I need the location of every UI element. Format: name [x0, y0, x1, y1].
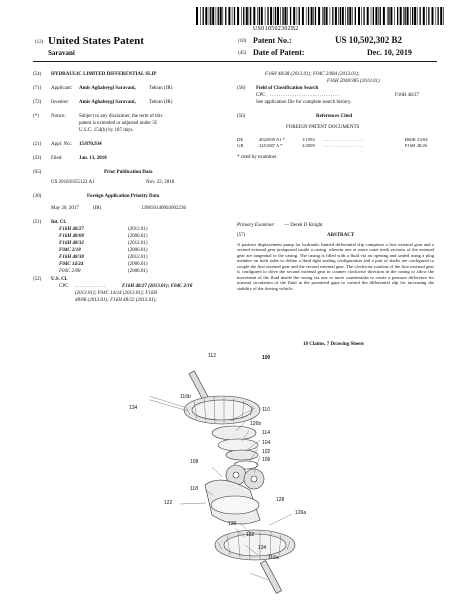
int-cl-code: F16H 48/38	[59, 255, 84, 260]
label-108: 108	[190, 459, 199, 465]
header-rule	[33, 61, 437, 62]
claims-line: 18 Claims, 7 Drawing Sheets	[303, 342, 364, 347]
appl-value: 15/870,934	[79, 142, 102, 147]
foreign-priority-heading: Foreign Application Priority Data	[87, 194, 160, 199]
int-cl-code: F16H 48/08	[59, 234, 84, 239]
int-cl-date: (2006.01)	[128, 248, 148, 253]
code-57: (57)	[237, 233, 246, 238]
foreign-doc-date: 1/1992	[302, 137, 315, 142]
foreign-doc-leader: ...................	[323, 143, 364, 148]
inventor-location: Tehran (IR)	[149, 100, 173, 105]
foreign-doc-cc: GB	[237, 143, 244, 148]
label-134-lower: 134	[258, 545, 267, 551]
filed-value: Jan. 13, 2018	[79, 156, 107, 161]
foreign-doc-date: 2/2009	[302, 143, 315, 148]
field-search-heading: Field of Classification Search	[256, 86, 319, 91]
label-100: 100	[262, 355, 271, 361]
int-cl-date: (2006.01)	[128, 234, 148, 239]
code-45: (45)	[238, 51, 247, 56]
foreign-priority-country: (IR)	[93, 206, 102, 211]
foreign-doc-class: F16H 48/26	[405, 143, 428, 148]
inventor-surname: Saravani	[48, 49, 75, 57]
abstract-heading: ABSTRACT	[327, 233, 355, 238]
cpc-cont-line: F16H 48/38 (2013.01); F04C 2/084 (2013.01);	[265, 72, 360, 77]
prior-pub-number: US 2018/0355122 A1	[51, 180, 95, 185]
foreign-doc-no: 2451887 A *	[259, 143, 283, 148]
abstract-text: A positive displacement pump for hydraulic limited differential slip comprises a first external gear and a second external gear juxtaposed inside a casing, wherein one or more outer teeth sections of the external gear are tangential to the casing. The casing is filled with a fluid via an opening and sealed using a plug member on both sides to define a fluid tight sealing configuration and a pair of shafts are configured to couple the first external gear and the second external gear. The clockwise rotation of the first external gear is configured to drive the second external gear in counter clockwise direction in the casing to allow the movement of the fluid inside the casing via one or more countersinks to create a pressure difference for internal circulation of the fluid in the permitted gaps to control the differential slip for increasing the stability of the driving vehicle.	[237, 242, 434, 291]
code-58: (58)	[237, 86, 246, 91]
label-122: 122	[164, 500, 173, 506]
foreign-doc-class: B60K 23/04	[405, 137, 428, 142]
patent-no-value: US 10,502,302 B2	[335, 35, 403, 45]
label-132: 132	[246, 532, 255, 538]
title-field: HYDRAULIC LIMITED DIFFERENTIAL SLIP	[51, 72, 157, 77]
int-cl-date: (2012.01)	[128, 241, 148, 246]
code-10: (10)	[238, 39, 247, 44]
label-116a: 116a	[268, 555, 279, 561]
applicant-name: Amir Aghabeygi Saravani,	[79, 86, 136, 91]
publication-number: US010502302B2	[253, 26, 299, 32]
notice-line: U.S.C. 154(b) by 187 days.	[79, 128, 134, 133]
int-cl-code: F16H 48/27	[59, 227, 84, 232]
int-cl-date: (2012.01)	[128, 227, 148, 232]
cpc-line: 48/08 (2013.01); F16H 48/32 (2013.01);	[75, 298, 157, 303]
appl-label: Appl. No.:	[51, 142, 73, 147]
int-cl-date: (2012.01)	[128, 255, 148, 260]
code-56: (56)	[237, 114, 246, 119]
foreign-docs-heading: FOREIGN PATENT DOCUMENTS	[286, 125, 360, 130]
code-54: (54)	[33, 72, 42, 77]
foreign-priority-date: May 20, 2017	[51, 206, 79, 211]
code-65: (65)	[33, 170, 42, 175]
code-51: (51)	[33, 220, 42, 225]
foreign-priority-number: 139650140003002236	[141, 206, 186, 211]
code-12: (12)	[35, 40, 44, 45]
examiner-label: Primary Examiner	[237, 223, 275, 228]
label-118: 118	[190, 486, 198, 492]
int-cl-code: F04C 2/18	[59, 248, 81, 253]
code-21: (21)	[33, 142, 42, 147]
date-value: Dec. 10, 2019	[367, 48, 412, 57]
label-106: 106	[262, 457, 271, 463]
label-128: 128	[276, 497, 285, 503]
notice-line: patent is extended or adjusted under 35	[79, 121, 158, 126]
filed-label: Filed:	[51, 156, 63, 161]
label-110: 110	[262, 407, 270, 413]
applicant-location: Tehran (IR)	[149, 86, 173, 91]
cpc-cont-line: F16H 2048/385 (2013.01)	[327, 79, 380, 84]
foreign-doc-no: 4022839 A1 *	[259, 137, 286, 142]
label-130: 130	[228, 521, 237, 527]
differential-exploded-view	[150, 355, 330, 600]
inventor-name: Amir Aghabeygi Saravani,	[79, 100, 136, 105]
int-cl-code: F04C 14/24	[59, 262, 84, 267]
cpc-line: F16H 48/27 (2013.01); F04C 2/18	[122, 284, 193, 289]
int-cl-code: F16H 48/32	[59, 241, 84, 246]
label-114: 114	[262, 430, 270, 436]
notice-label: Notice:	[51, 114, 66, 119]
int-cl-date: (2006.01)	[128, 269, 148, 274]
label-112: 112	[208, 353, 216, 359]
label-116b: 116b	[180, 394, 191, 400]
foreign-doc-cc: DE	[237, 137, 244, 142]
barcode	[196, 7, 446, 25]
inventor-label: Inventor:	[51, 100, 70, 105]
references-heading: References Cited	[316, 114, 353, 119]
label-104: 104	[262, 440, 271, 446]
field-cpc-value: F16H 48/27	[395, 93, 420, 98]
document-title: United States Patent	[48, 35, 144, 47]
code-52: (52)	[33, 277, 42, 282]
int-cl-date: (2006.01)	[128, 262, 148, 267]
field-cpc-leader: ...............................	[270, 93, 340, 98]
prior-pub-heading: Prior Publication Data	[104, 170, 153, 175]
patent-no-label: Patent No.:	[253, 36, 292, 45]
code-notice: (*)	[33, 114, 39, 119]
int-cl-label: Int. Cl.	[51, 220, 67, 225]
cpc-label: CPC	[59, 284, 69, 289]
examiner-name: — Derek D Knight	[284, 223, 323, 228]
applicant-label: Applicant:	[51, 86, 73, 91]
cited-note: * cited by examiner	[237, 155, 277, 160]
foreign-doc-leader: ...................	[323, 137, 364, 142]
notice-line: Subject to any disclaimer, the term of this	[79, 114, 163, 119]
label-126b: 126b	[250, 421, 262, 427]
us-cl-label: U.S. Cl.	[51, 277, 68, 282]
field-cpc-label: CPC	[256, 93, 266, 98]
patent-drawing-figure	[129, 353, 330, 600]
label-126a: 126a	[295, 510, 307, 516]
code-71: (71)	[33, 86, 42, 91]
field-note: See application file for complete search history.	[256, 100, 352, 105]
int-cl-code: F04C 2/08	[59, 269, 81, 274]
cpc-leader: ..............	[75, 284, 107, 289]
label-134: 134	[129, 405, 138, 411]
date-label: Date of Patent:	[253, 48, 305, 57]
cpc-line: (2013.01); F04C 14/24 (2013.01); F16H	[75, 291, 157, 296]
label-102: 102	[262, 449, 271, 455]
code-22: (22)	[33, 156, 42, 161]
prior-pub-date: Nov. 22, 2018	[146, 180, 175, 185]
code-30: (30)	[33, 194, 42, 199]
code-72: (72)	[33, 100, 42, 105]
